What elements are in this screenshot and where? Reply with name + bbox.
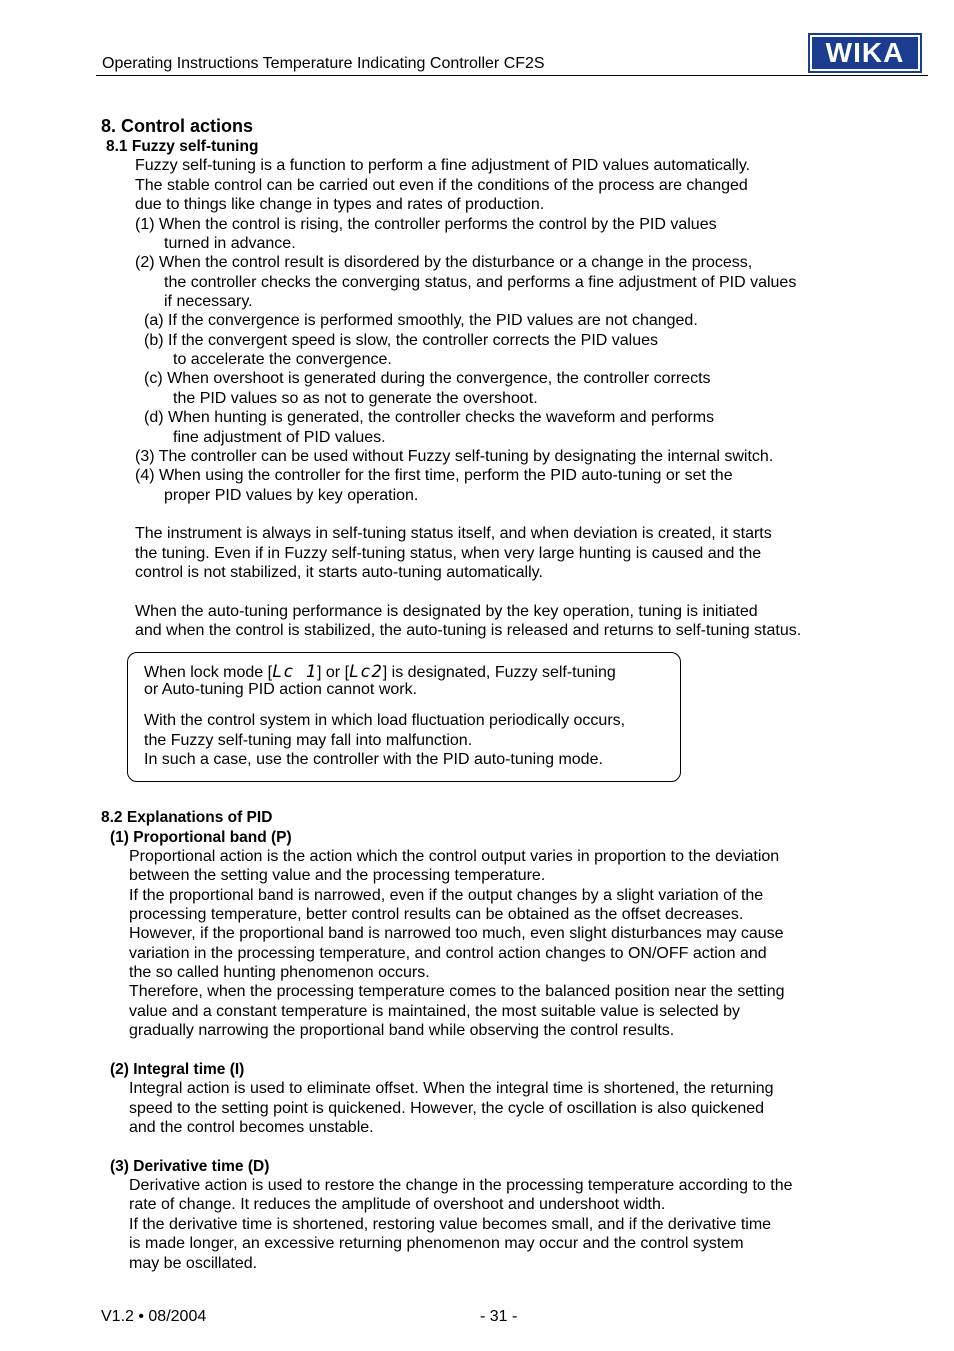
header-rule	[96, 75, 928, 76]
sub-item-b: (b) If the convergent speed is slow, the controller corrects the PID values	[144, 332, 659, 349]
pid-p-line: value and a constant temperature is maintained, the most suitable value is selected by	[129, 1003, 741, 1020]
sub-item-a: (a) If the convergence is performed smoothly, the PID values are not changed.	[144, 312, 698, 329]
paragraph-line: the tuning. Even if in Fuzzy self-tuning status, when very large hunting is caused and the	[135, 545, 762, 562]
note-line: With the control system in which load fluctuation periodically occurs,	[144, 712, 626, 729]
intro-line: The stable control can be carried out even if the conditions of the process are changed	[135, 177, 748, 194]
lock-mode-lc1-display: Lc 1	[272, 662, 318, 682]
pid-i-line: and the control becomes unstable.	[129, 1119, 374, 1136]
pid-p-line: However, if the proportional band is narrowed too much, even slight disturbances may cause	[129, 925, 784, 942]
list-item-4-cont: proper PID values by key operation.	[164, 487, 419, 504]
wika-logo-text: WIKA	[812, 37, 918, 69]
pid-p-line: Proportional action is the action which the control output varies in proportion to the deviation	[129, 848, 780, 865]
sub-item-d: (d) When hunting is generated, the controller checks the waveform and performs	[144, 409, 715, 426]
pid-i-line: Integral action is used to eliminate offset. When the integral time is shortened, the returning	[129, 1080, 774, 1097]
pid-p-line: gradually narrowing the proportional band while observing the control results.	[129, 1022, 675, 1039]
pid-p-line: processing temperature, better control results can be obtained as the offset decreases.	[129, 906, 744, 923]
list-item-4: (4) When using the controller for the first time, perform the PID auto-tuning or set the	[135, 467, 733, 484]
pid-heading-i: (2) Integral time (I)	[110, 1061, 245, 1078]
intro-line: Fuzzy self-tuning is a function to perform a fine adjustment of PID values automatically.	[135, 157, 751, 174]
wika-logo	[808, 33, 922, 73]
paragraph-line: control is not stabilized, it starts auto-tuning automatically.	[135, 564, 543, 581]
footer-version: V1.2 • 08/2004	[101, 1308, 207, 1325]
pid-heading-p: (1) Proportional band (P)	[110, 829, 292, 846]
document-header-title: Operating Instructions Temperature Indicating Controller CF2S	[102, 55, 545, 72]
note-text: ] or [	[317, 664, 350, 681]
note-line-lock-mode	[144, 662, 616, 682]
note-text: When lock mode [	[144, 664, 273, 681]
paragraph-line: When the auto-tuning performance is designated by the key operation, tuning is initiated	[135, 603, 758, 620]
pid-heading-d: (3) Derivative time (D)	[110, 1158, 270, 1175]
sub-item-c: (c) When overshoot is generated during the convergence, the controller corrects	[144, 370, 711, 387]
pid-p-line: the so called hunting phenomenon occurs.	[129, 964, 430, 981]
section-heading: 8. Control actions	[101, 116, 254, 136]
pid-d-line: rate of change. It reduces the amplitude of overshoot and undershoot width.	[129, 1196, 666, 1213]
paragraph-line: and when the control is stabilized, the auto-tuning is released and returns to self-tuning status.	[135, 622, 802, 639]
sub-item-d-cont: fine adjustment of PID values.	[173, 429, 386, 446]
list-item-1: (1) When the control is rising, the controller performs the control by the PID values	[135, 216, 717, 233]
list-item-2: (2) When the control result is disordered by the disturbance or a change in the process,	[135, 254, 753, 271]
pid-d-line: is made longer, an excessive returning phenomenon may occur and the control system	[129, 1235, 744, 1252]
sub-item-c-cont: the PID values so as not to generate the overshoot.	[173, 390, 538, 407]
footer-page-number: - 31 -	[480, 1308, 518, 1325]
note-text: ] is designated, Fuzzy self-tuning	[382, 664, 616, 681]
intro-line: due to things like change in types and rates of production.	[135, 196, 545, 213]
pid-p-line: between the setting value and the processing temperature.	[129, 867, 546, 884]
note-line: the Fuzzy self-tuning may fall into malfunction.	[144, 732, 473, 749]
list-item-1-cont: turned in advance.	[164, 235, 296, 252]
pid-d-line: If the derivative time is shortened, restoring value becomes small, and if the derivative time	[129, 1216, 772, 1233]
pid-d-line: Derivative action is used to restore the change in the processing temperature according to the	[129, 1177, 793, 1194]
subsection-heading-fuzzy: 8.1 Fuzzy self-tuning	[106, 138, 259, 155]
paragraph-line: The instrument is always in self-tuning status itself, and when deviation is created, it starts	[135, 525, 772, 542]
sub-item-b-cont: to accelerate the convergence.	[173, 351, 392, 368]
list-item-2-cont: the controller checks the converging status, and performs a fine adjustment of PID values	[164, 274, 797, 291]
pid-i-line: speed to the setting point is quickened. However, the cycle of oscillation is also quickened	[129, 1100, 765, 1117]
pid-p-line: If the proportional band is narrowed, even if the output changes by a slight variation of the	[129, 887, 764, 904]
list-item-3: (3) The controller can be used without Fuzzy self-tuning by designating the internal switch.	[135, 448, 774, 465]
pid-d-line: may be oscillated.	[129, 1255, 258, 1272]
list-item-2-cont: if necessary.	[164, 293, 253, 310]
note-line: In such a case, use the controller with the PID auto-tuning mode.	[144, 751, 603, 768]
note-line: or Auto-tuning PID action cannot work.	[144, 681, 418, 698]
lock-mode-lc2-display: Lc2	[349, 662, 383, 682]
subsection-heading-pid: 8.2 Explanations of PID	[101, 809, 273, 826]
pid-p-line: variation in the processing temperature, and control action changes to ON/OFF action and	[129, 945, 767, 962]
pid-p-line: Therefore, when the processing temperature comes to the balanced position near the setting	[129, 983, 785, 1000]
